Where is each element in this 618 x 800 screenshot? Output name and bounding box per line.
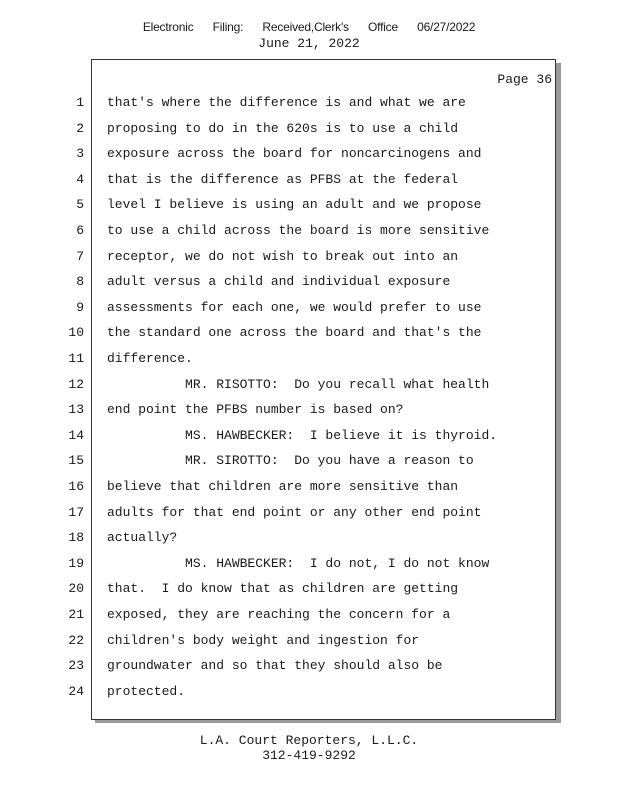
transcript-line (0, 428, 560, 448)
line-text: MR. RISOTTO: Do you recall what health (107, 376, 490, 392)
line-number: 23 (68, 658, 84, 674)
transcript-line (0, 197, 560, 217)
line-number: 2 (76, 120, 84, 136)
transcript-line (0, 274, 560, 294)
line-text: believe that children are more sensitive than (107, 479, 459, 494)
transcript-line (0, 581, 560, 601)
line-text: groundwater and so that they should also be (107, 658, 443, 674)
transcript-line (0, 249, 560, 269)
line-text: children's body weight and ingestion for (107, 632, 420, 648)
line-number: 3 (76, 146, 84, 162)
transcript-line (0, 505, 560, 525)
line-text: end point the PFBS number is based on? (107, 402, 404, 418)
line-text: protected. (107, 683, 186, 699)
line-text: assessments for each one, we would prefer to use (107, 299, 482, 315)
transcript-line (0, 633, 560, 653)
filing-stamp (0, 20, 618, 34)
transcript-line (0, 121, 560, 141)
transcript-line (0, 658, 560, 678)
transcript-line (0, 95, 560, 115)
page-number: Page 36 (497, 72, 552, 87)
line-text: MS. HAWBECKER: I believe it is thyroid. (107, 427, 498, 443)
transcript-line (0, 377, 560, 397)
line-text: actually? (107, 530, 178, 546)
line-text: MS. HAWBECKER: I do not, I do not know (107, 555, 490, 571)
line-number: 4 (76, 171, 84, 187)
line-number: 12 (68, 376, 84, 392)
transcript-line (0, 402, 560, 422)
transcript-line (0, 146, 560, 166)
line-text: exposure across the board for noncarcinogens and (107, 146, 482, 162)
footer-phone: 312-419-9292 (262, 748, 356, 763)
line-number: 5 (76, 197, 84, 213)
line-text: that. I do know that as children are getting (107, 581, 459, 597)
line-number: 24 (68, 683, 84, 699)
stamp-word: 06/27/2022 (417, 20, 476, 34)
transcript-line (0, 351, 560, 371)
transcript-line (0, 453, 560, 473)
line-number: 19 (68, 555, 84, 571)
stamp-word: Filing: (212, 20, 244, 34)
line-text: that is the difference as PFBS at the federal (107, 171, 459, 187)
transcript-date: June 21, 2022 (258, 36, 360, 51)
line-text: MR. SIROTTO: Do you have a reason to (107, 453, 474, 469)
line-number: 15 (68, 453, 84, 469)
line-text: level I believe is using an adult and we propose (107, 197, 482, 213)
line-number: 20 (68, 581, 84, 597)
line-number: 1 (76, 95, 84, 110)
line-number: 8 (76, 274, 84, 290)
transcript-line (0, 223, 560, 243)
line-number: 11 (68, 351, 84, 366)
line-text: that's where the difference is and what we are (107, 95, 466, 110)
line-number: 7 (76, 248, 84, 264)
line-text: difference. (107, 351, 193, 366)
line-text: exposed, they are reaching the concern for a (107, 607, 451, 622)
transcript-line (0, 530, 560, 550)
line-number: 6 (76, 223, 84, 238)
transcript-line (0, 300, 560, 320)
line-number: 16 (68, 479, 84, 494)
line-text: to use a child across the board is more sensitive (107, 223, 490, 238)
line-text: adult versus a child and individual exposure (107, 274, 451, 290)
transcript-line (0, 325, 560, 345)
line-number: 22 (68, 632, 84, 648)
footer-company: L.A. Court Reporters, L.L.C. (199, 733, 419, 748)
line-text: proposing to do in the 620s is to use a child (107, 120, 459, 136)
line-number: 14 (68, 427, 84, 443)
transcript-line (0, 172, 560, 192)
stamp-word: Received,Clerk's (262, 20, 349, 34)
stamp-word: Office (368, 20, 398, 34)
line-number: 18 (68, 530, 84, 546)
line-text: adults for that end point or any other end point (107, 504, 482, 520)
transcript-line (0, 479, 560, 499)
line-number: 13 (68, 402, 84, 418)
line-number: 21 (68, 607, 84, 622)
line-number: 9 (76, 299, 84, 315)
line-number: 10 (68, 325, 84, 341)
transcript-line (0, 607, 560, 627)
transcript-line (0, 556, 560, 576)
line-number: 17 (68, 504, 84, 520)
stamp-word: Electronic (142, 20, 194, 34)
transcript-line (0, 684, 560, 704)
line-text: the standard one across the board and that's the (107, 325, 482, 341)
line-text: receptor, we do not wish to break out into an (107, 248, 459, 264)
